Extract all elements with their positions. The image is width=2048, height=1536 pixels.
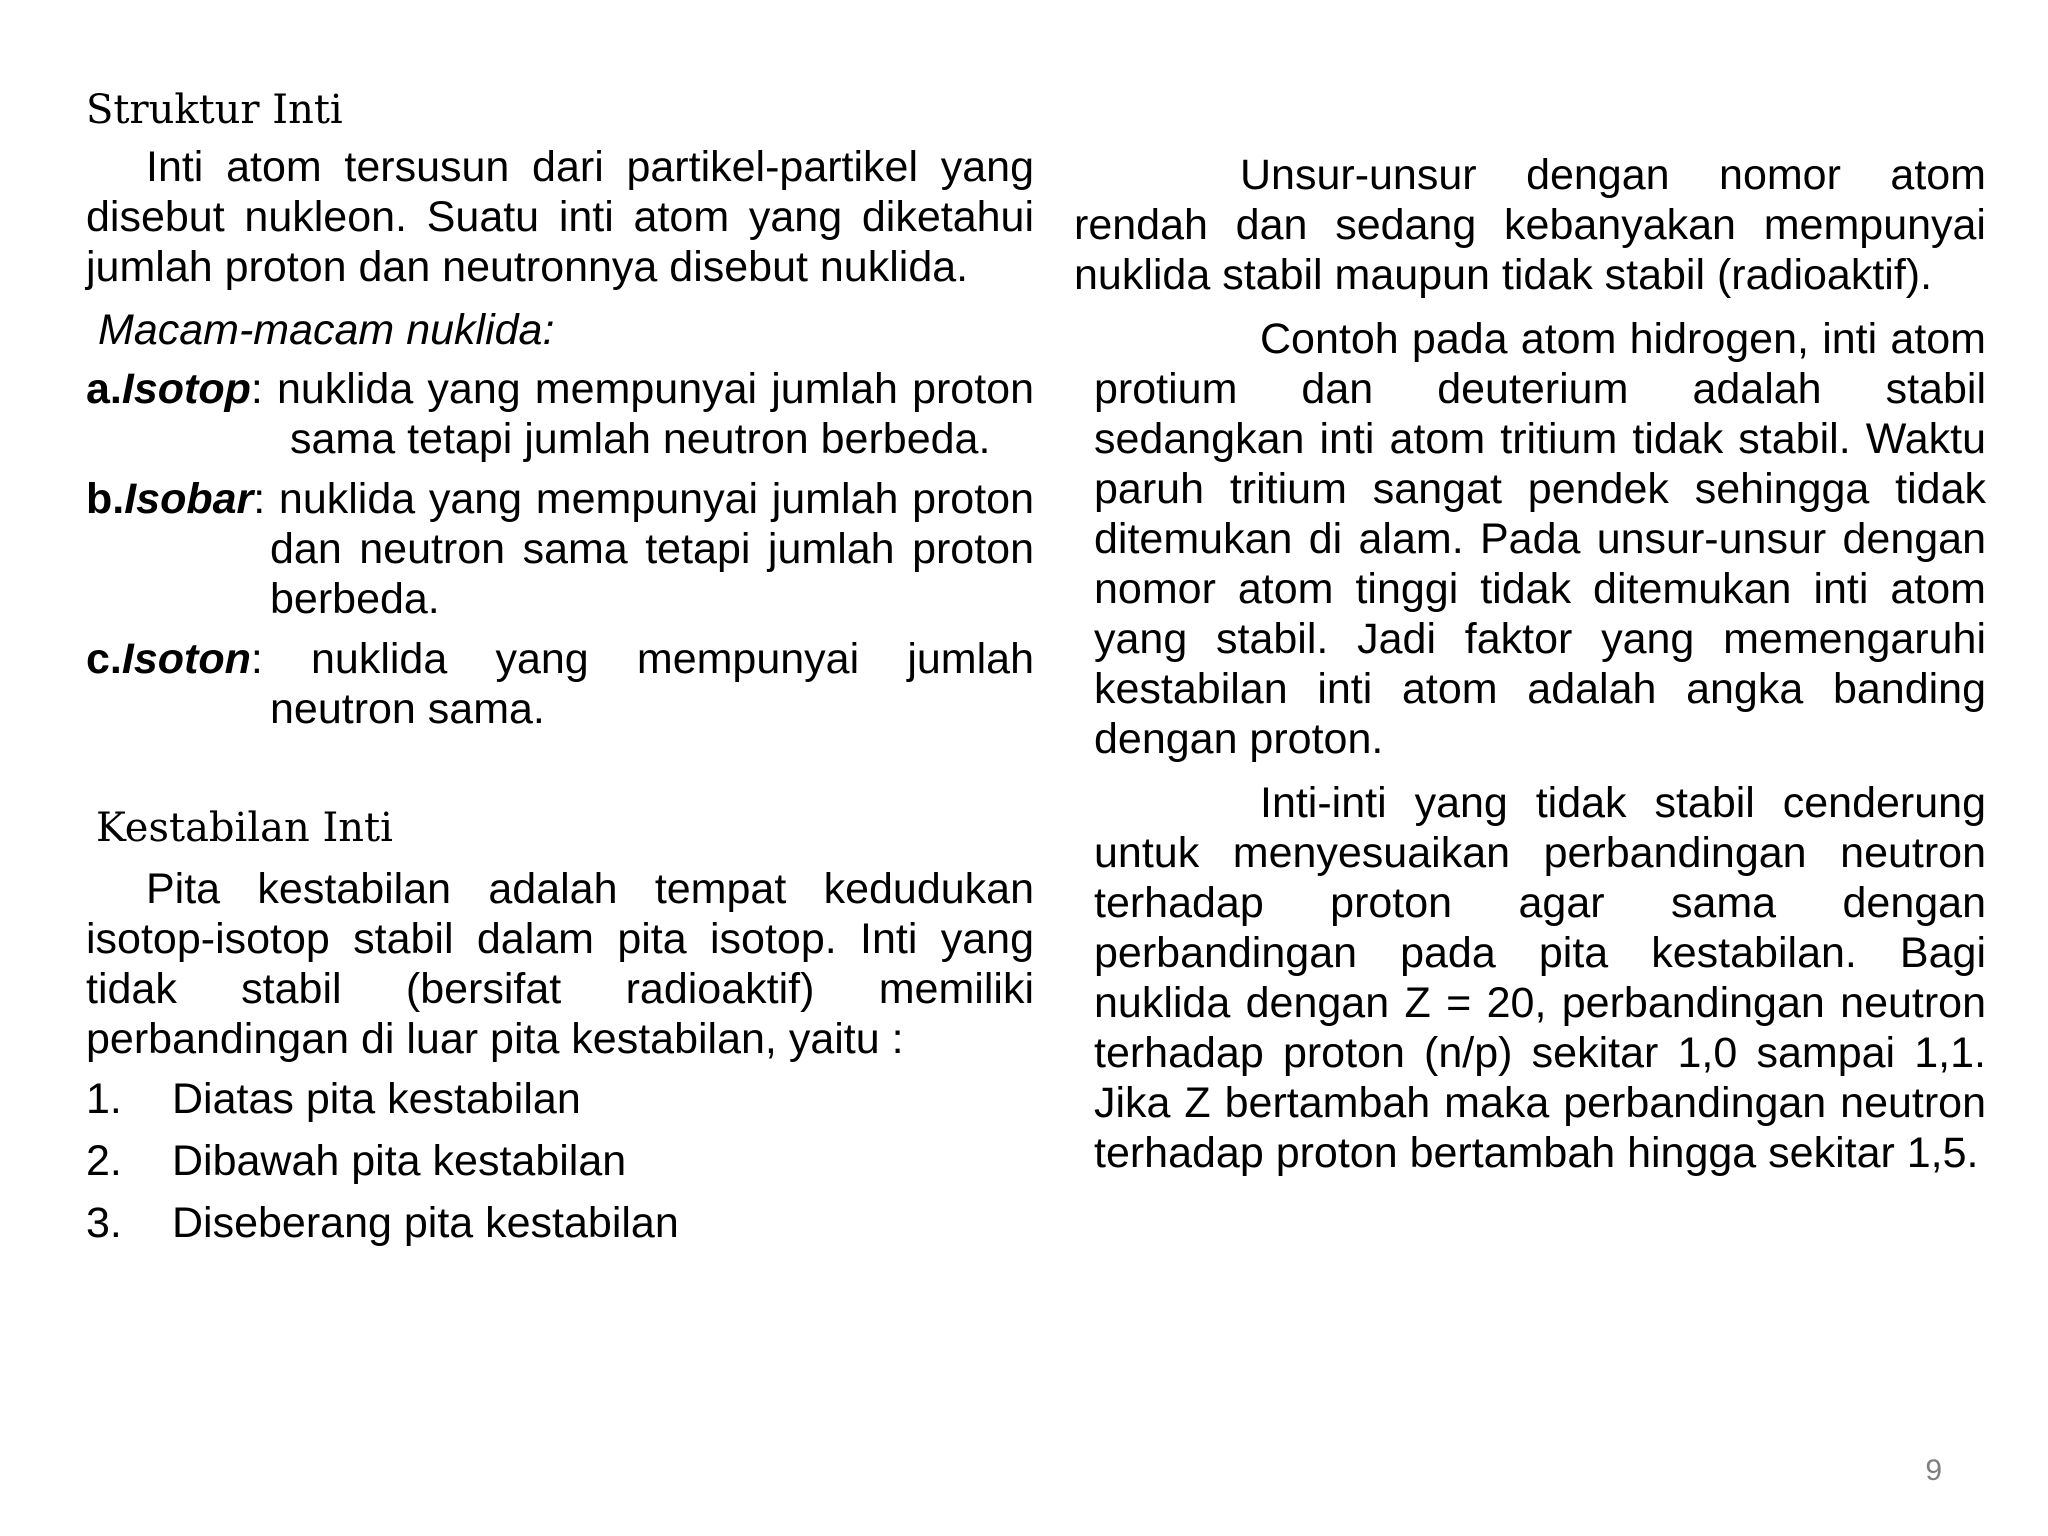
list-number: 2.: [86, 1137, 122, 1185]
definition-term: Isotop: [121, 365, 251, 413]
definition-letter: a.: [86, 365, 122, 413]
definition-letter: c.: [86, 635, 122, 683]
list-number: 1.: [86, 1075, 122, 1123]
page-number: 9: [1925, 1454, 1942, 1487]
definition-letter: b.: [86, 475, 125, 523]
list-text: Diseberang pita kestabilan: [172, 1199, 679, 1247]
list-number: 3.: [86, 1199, 122, 1247]
spacer: [86, 744, 1034, 804]
stability-list: [86, 1074, 1034, 1248]
list-item: [86, 1074, 1034, 1124]
definition-text: nuklida yang mempunyai jumlah proton sama tetapi jumlah neutron berbeda.: [262, 365, 1034, 463]
definition-separator: :: [250, 365, 263, 413]
definition-term: Isobar: [124, 475, 254, 523]
right-column: [1074, 150, 1986, 1178]
definition-term: Isoton: [121, 635, 251, 683]
list-item: [86, 1198, 1034, 1248]
section-title-struktur-inti: Struktur Inti: [86, 87, 343, 133]
stability-paragraph: Pita kestabilan adalah tempat kedudukan isotop-isotop stabil dalam pita isotop. Inti yang tidak stabil (bersifat radioaktif) memiliki perbandingan di luar pita kestabilan, yaitu :: [86, 865, 1034, 1063]
definition-isobar: [86, 474, 1034, 624]
list-item: [86, 1136, 1034, 1186]
list-text: Diatas pita kestabilan: [172, 1075, 581, 1123]
left-column: [86, 86, 1034, 1260]
list-text: Dibawah pita kestabilan: [172, 1137, 627, 1185]
definition-text: nuklida yang mempunyai jumlah neutron sama.: [262, 635, 1034, 733]
types-heading: Macam-macam nuklida:: [98, 306, 555, 354]
section-title-kestabilan-inti: Kestabilan Inti: [96, 805, 393, 851]
definition-separator: :: [253, 475, 266, 523]
right-paragraph-2: Contoh pada atom hidrogen, inti atom protium dan deuterium adalah stabil sedangkan inti atom tritium tidak stabil. Waktu paruh tritium sangat pendek sehingga tidak ditemukan di alam. Pada unsur-unsur dengan nomor atom tinggi tidak ditemukan inti atom yang stabil. Jadi faktor yang memengaruhi kestabilan inti atom adalah angka banding dengan proton.: [1094, 315, 1986, 763]
definition-separator: :: [250, 635, 263, 683]
right-paragraph-3: Inti-inti yang tidak stabil cenderung untuk menyesuaikan perbandingan neutron terhadap proton agar sama dengan perbandingan pada pita kestabilan. Bagi nuklida dengan Z = 20, perbandingan neutron terhadap proton (n/p) sekitar 1,0 sampai 1,1. Jika Z bertambah maka perbandingan neutron terhadap proton bertambah hingga sekitar 1,5.: [1094, 779, 1986, 1177]
definition-text: nuklida yang mempunyai jumlah proton dan neutron sama tetapi jumlah proton berbeda.: [265, 475, 1034, 623]
definition-isoton: [86, 634, 1034, 734]
intro-paragraph: Inti atom tersusun dari partikel-partikel yang disebut nukleon. Suatu inti atom yang diketahui jumlah proton dan neutronnya disebut nuklida.: [86, 143, 1034, 291]
definition-isotop: [86, 364, 1034, 464]
right-paragraph-1: Unsur-unsur dengan nomor atom rendah dan sedang kebanyakan mempunyai nuklida stabil maupun tidak stabil (radioaktif).: [1074, 151, 1986, 299]
